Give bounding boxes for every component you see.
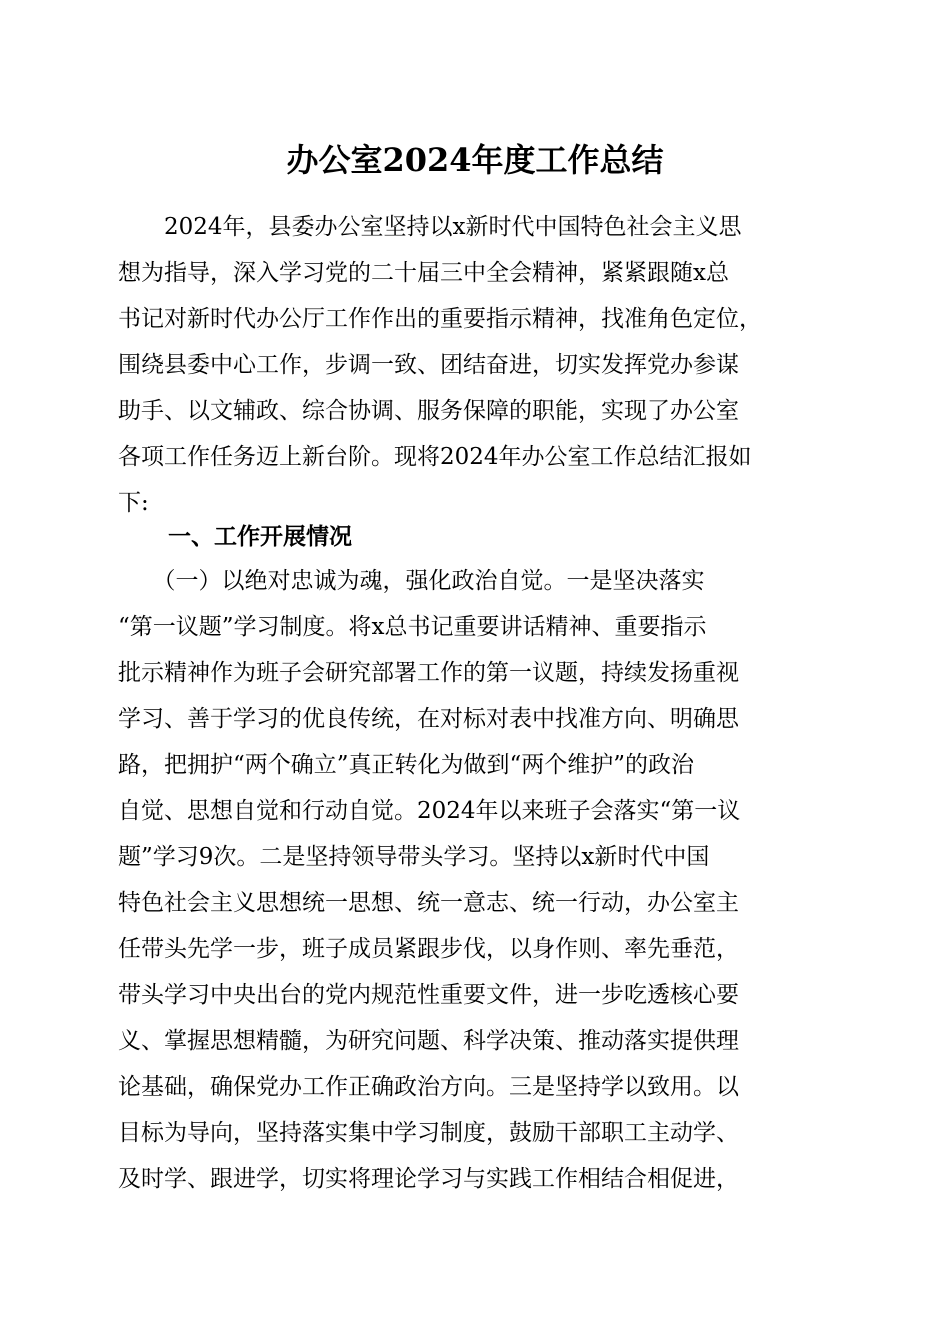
- text-line: “第一议题”学习制度。将x总书记重要讲话精神、重要指示: [118, 614, 707, 640]
- text-line: 书记对新时代办公厅工作作出的重要指示精神，找准角色定位，: [118, 306, 762, 332]
- section-paragraph: [118, 558, 838, 1202]
- text-line: 想为指导，深入学习党的二十届三中全会精神，紧紧跟随x总: [118, 260, 729, 286]
- text-line: 任带头先学一步，班子成员紧跟步伐，以身作则、率先垂范，: [118, 936, 739, 962]
- text-line: 路，把拥护“两个确立”真正转化为做到“两个维护”的政治: [118, 752, 695, 778]
- text-line: 围绕县委中心工作，步调一致、团结奋进，切实发挥党办参谋: [118, 352, 739, 378]
- text-line: 义、掌握思想精髓，为研究问题、科学决策、推动落实提供理: [118, 1028, 739, 1054]
- text-line: 各项工作任务迈上新台阶。现将2024年办公室工作总结汇报如: [118, 444, 752, 470]
- text-line: 下:: [118, 490, 149, 516]
- text-line: （一）以绝对忠诚为魂，强化政治自觉。一是坚决落实: [118, 568, 705, 594]
- text-line: 目标为导向，坚持落实集中学习制度，鼓励干部职工主动学、: [118, 1120, 739, 1146]
- text-line: 论基础，确保党办工作正确政治方向。三是坚持学以致用。以: [118, 1074, 739, 1100]
- text-line: 题”学习9次。二是坚持领导带头学习。坚持以x新时代中国: [118, 844, 710, 870]
- text-line: 及时学、跟进学，切实将理论学习与实践工作相结合相促进，: [118, 1166, 739, 1192]
- text-line: 特色社会主义思想统一思想、统一意志、统一行动，办公室主: [118, 890, 739, 916]
- section-heading: 一、工作开展情况: [168, 524, 352, 550]
- text-line: 带头学习中央出台的党内规范性重要文件，进一步吃透核心要: [118, 982, 739, 1008]
- document-title: 办公室2024年度工作总结: [286, 141, 664, 179]
- text-line: 助手、以文辅政、综合协调、服务保障的职能，实现了办公室: [118, 398, 739, 424]
- text-line: 学习、善于学习的优良传统，在对标对表中找准方向、明确思: [118, 706, 739, 732]
- text-line: 自觉、思想自觉和行动自觉。2024年以来班子会落实“第一议: [118, 798, 741, 824]
- intro-paragraph: [118, 204, 838, 526]
- text-line: 2024年，县委办公室坚持以x新时代中国特色社会主义思: [118, 214, 742, 240]
- text-line: 批示精神作为班子会研究部署工作的第一议题，持续发扬重视: [118, 660, 739, 686]
